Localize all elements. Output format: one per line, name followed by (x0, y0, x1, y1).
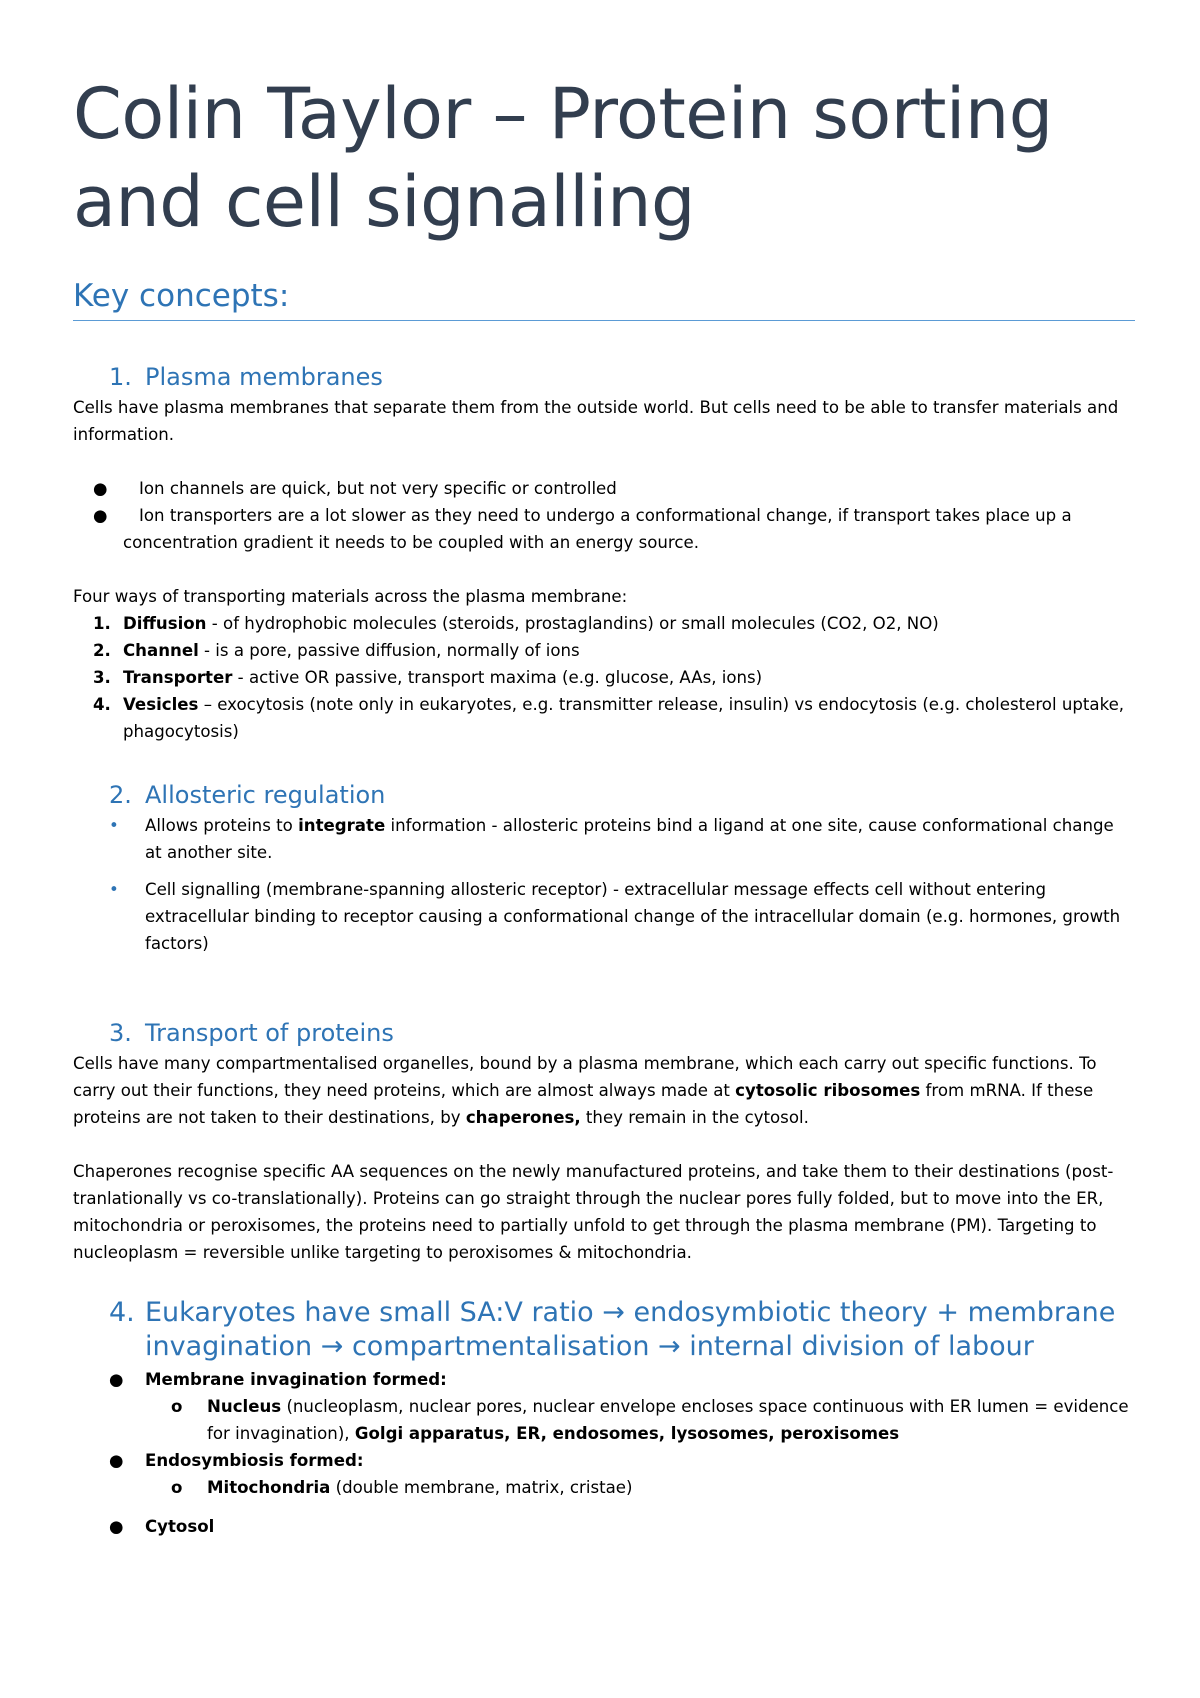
section-1-intro: Cells have plasma membranes that separate them from the outside world. But cells need to be able to transfer materials and information. (73, 398, 1119, 444)
section-3-heading: 3. Transport of proteins (109, 1019, 394, 1047)
bullet-icon: • (109, 880, 119, 899)
list-item: 1. Diffusion - of hydrophobic molecules (steroids, prostaglandins) or small molecules (CO2, O2, NO) (93, 614, 939, 633)
document-page (73, 70, 1135, 1540)
circle-bullet-icon: o (171, 1478, 183, 1497)
ways-intro: Four ways of transporting materials across the plasma membrane: (73, 587, 628, 606)
section-2-heading: 2. Allosteric regulation (109, 781, 386, 809)
list-item: ● Ion channels are quick, but not very specific or controlled (73, 475, 1135, 502)
list-item: ● Cytosol (73, 1513, 1135, 1540)
circle-bullet-icon: o (171, 1397, 183, 1416)
list-item: 4. Vesicles – exocytosis (note only in eukaryotes, e.g. transmitter release, insulin) vs endocytosis (e.g. cholesterol uptake, phagocytosis) (93, 695, 1125, 741)
list-item: ● Ion transporters are a lot slower as they need to undergo a conformational change, if transport takes place up a concentration gradient it needs to be coupled with an energy source. (73, 502, 1135, 556)
list-item: o Nucleus (nucleoplasm, nuclear pores, nuclear envelope encloses space continuous with ER lumen = evidence for invagination), Golgi apparatus, ER, endosomes, lysosomes, peroxisomes (73, 1393, 1135, 1447)
list-item: • Cell signalling (membrane-spanning allosteric receptor) - extracellular message effects cell without entering extracellular binding to receptor causing a conformational change of the intracellular domain (e.g. hormones, growth factors) (73, 876, 1135, 957)
list-item: ● Membrane invagination formed: (73, 1366, 1135, 1393)
section-1-heading: 1. Plasma membranes (109, 363, 383, 391)
list-item: ● Endosymbiosis formed: (73, 1447, 1135, 1474)
document-title: Colin Taylor – Protein sorting and cell signalling (73, 73, 1053, 243)
bullet-icon: ● (93, 479, 108, 498)
list-item: 3. Transporter - active OR passive, transport maxima (e.g. glucose, AAs, ions) (93, 668, 763, 687)
list-item: o Mitochondria (double membrane, matrix, cristae) (73, 1474, 1135, 1501)
list-item: • Allows proteins to integrate information - allosteric proteins bind a ligand at one site, cause conformational change at another site. (73, 812, 1135, 866)
section-4-heading: 4. Eukaryotes have small SA:V ratio → endosymbiotic theory + membrane invagination → compartmentalisation → internal division of labour (109, 1297, 1116, 1362)
bullet-icon: ● (109, 1517, 124, 1536)
key-concepts-heading: Key concepts: (73, 278, 1135, 321)
section-3-paragraph-1: Cells have many compartmentalised organelles, bound by a plasma membrane, which each carry out specific functions. To carry out their functions, they need proteins, which are almost always made at cytosolic ribosomes from mRNA. If these proteins are not taken to their destinations, by chaperones, they remain in the cytosol. (73, 1054, 1097, 1127)
list-item: 2. Channel - is a pore, passive diffusion, normally of ions (93, 641, 580, 660)
section-3-paragraph-2: Chaperones recognise specific AA sequences on the newly manufactured proteins, and take them to their destinations (post-tranlationally vs co-translationally). Proteins can go straight through the nuclear pores fully folded, but to move into the ER, mitochondria or peroxisomes, the proteins need to partially unfold to get through the plasma membrane (PM). Targeting to nucleoplasm = reversible unlike targeting to peroxisomes & mitochondria. (73, 1162, 1114, 1262)
bullet-icon: ● (109, 1370, 124, 1389)
bullet-icon: ● (93, 506, 108, 525)
bullet-icon: • (109, 816, 119, 835)
bullet-icon: ● (109, 1451, 124, 1470)
